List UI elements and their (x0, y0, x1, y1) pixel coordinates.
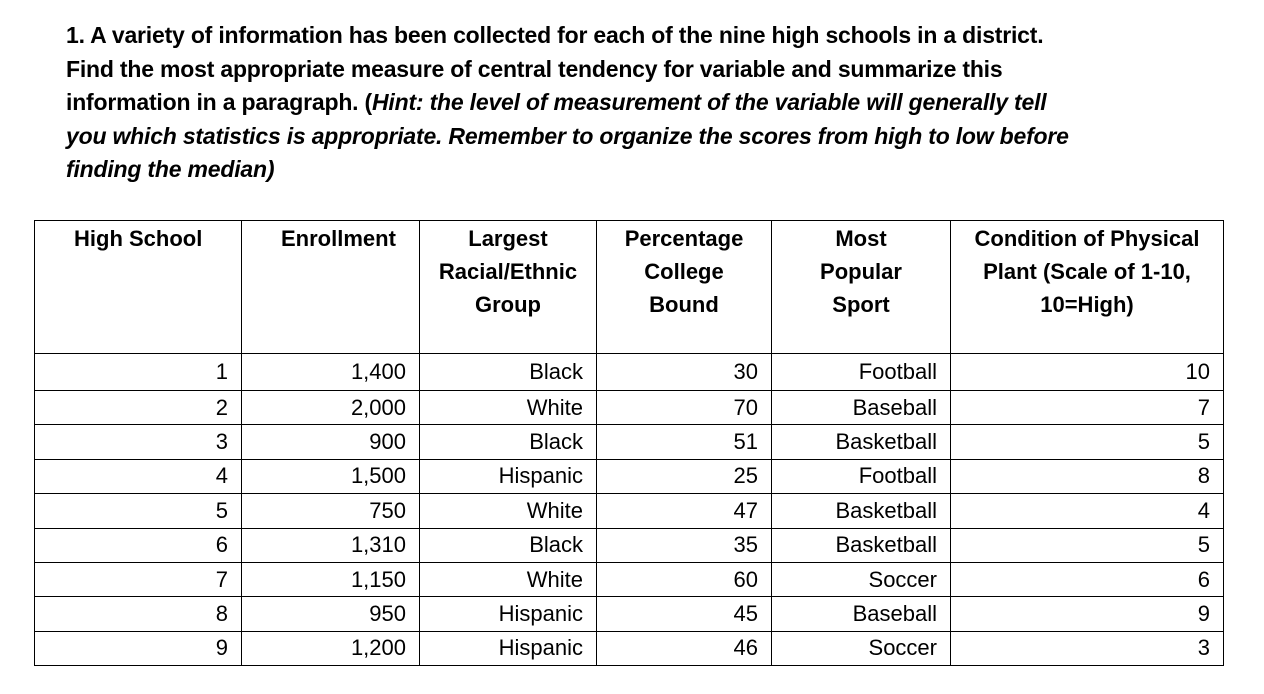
table-cell-most-popular-sport: Baseball (772, 391, 951, 425)
table-cell-high-school: 7 (35, 562, 242, 596)
question-line-1: 1. A variety of information has been collected for each of the nine high schools in a district. (66, 22, 1044, 48)
table-row (35, 597, 1224, 631)
column-header-line: Bound (649, 292, 719, 317)
column-header-line: Condition of Physical (974, 226, 1200, 251)
table-cell-high-school: 3 (35, 425, 242, 459)
table-cell-percentage-college-bound: 70 (597, 391, 772, 425)
table-row (35, 391, 1224, 425)
table-cell-high-school: 4 (35, 459, 242, 493)
table-cell-enrollment: 750 (242, 494, 420, 528)
table-cell-physical-plant-condition: 7 (951, 391, 1224, 425)
table-row (35, 459, 1224, 493)
column-header-line: 10=High) (1040, 292, 1134, 317)
table-cell-most-popular-sport: Basketball (772, 494, 951, 528)
table-cell-physical-plant-condition: 5 (951, 425, 1224, 459)
table-cell-most-popular-sport: Football (772, 459, 951, 493)
table-cell-physical-plant-condition: 6 (951, 562, 1224, 596)
table-cell-enrollment: 1,400 (242, 354, 420, 391)
table-cell-enrollment: 950 (242, 597, 420, 631)
column-header-line: Most (835, 226, 887, 251)
question-line-5 (66, 153, 1146, 187)
table-cell-physical-plant-condition: 5 (951, 528, 1224, 562)
table-cell-most-popular-sport: Basketball (772, 425, 951, 459)
column-header-enrollment (242, 221, 420, 354)
question-text (66, 19, 1146, 187)
table-row (35, 528, 1224, 562)
table-cell-racial-ethnic-group: Hispanic (420, 631, 597, 665)
table-cell-racial-ethnic-group: White (420, 494, 597, 528)
table-cell-enrollment: 1,150 (242, 562, 420, 596)
table-cell-percentage-college-bound: 60 (597, 562, 772, 596)
question-line-3 (66, 86, 1146, 120)
table-cell-most-popular-sport: Football (772, 354, 951, 391)
table-cell-racial-ethnic-group: Hispanic (420, 459, 597, 493)
table-cell-high-school: 1 (35, 354, 242, 391)
table-cell-percentage-college-bound: 45 (597, 597, 772, 631)
table-cell-physical-plant-condition: 4 (951, 494, 1224, 528)
table-cell-percentage-college-bound: 51 (597, 425, 772, 459)
hint-text-middle: you which statistics is appropriate. Remember to organize the scores from high to low before (66, 122, 1069, 149)
table-row (35, 425, 1224, 459)
table-body (35, 354, 1224, 666)
column-header-line: High School (74, 226, 203, 251)
table-cell-racial-ethnic-group: Black (420, 354, 597, 391)
table-row (35, 354, 1224, 391)
column-header-line: Largest (468, 226, 548, 251)
column-header-line: Racial/Ethnic (438, 259, 578, 284)
table-row (35, 562, 1224, 596)
table-cell-high-school: 6 (35, 528, 242, 562)
high-school-data-table (34, 220, 1224, 666)
table-cell-enrollment: 900 (242, 425, 420, 459)
table-cell-enrollment: 2,000 (242, 391, 420, 425)
table-cell-racial-ethnic-group: Black (420, 528, 597, 562)
column-header-racial-ethnic-group (420, 221, 597, 354)
table-cell-percentage-college-bound: 46 (597, 631, 772, 665)
column-header-line: Percentage (624, 226, 744, 251)
column-header-physical-plant-condition (951, 221, 1224, 354)
column-header-line: College (644, 259, 724, 284)
column-header-line: Popular (820, 259, 902, 284)
table-header-row (35, 221, 1224, 354)
table-cell-physical-plant-condition: 10 (951, 354, 1224, 391)
question-line-4 (66, 120, 1146, 154)
table-cell-percentage-college-bound: 30 (597, 354, 772, 391)
table-cell-enrollment: 1,200 (242, 631, 420, 665)
table-cell-physical-plant-condition: 3 (951, 631, 1224, 665)
table-row (35, 494, 1224, 528)
question-line-3-plain: information in a paragraph. ( (66, 89, 373, 115)
hint-text-end: finding the median) (66, 156, 275, 182)
table-cell-percentage-college-bound: 47 (597, 494, 772, 528)
table-cell-percentage-college-bound: 35 (597, 528, 772, 562)
table-cell-most-popular-sport: Basketball (772, 528, 951, 562)
column-header-line: Plant (Scale of 1-10, (983, 259, 1191, 284)
table-cell-high-school: 9 (35, 631, 242, 665)
column-header-line: Enrollment (281, 226, 396, 251)
table-cell-racial-ethnic-group: White (420, 391, 597, 425)
table-cell-racial-ethnic-group: White (420, 562, 597, 596)
hint-text-start: Hint: the level of measurement of the variable will generally tell (372, 89, 1047, 115)
table-cell-most-popular-sport: Soccer (772, 631, 951, 665)
table-cell-physical-plant-condition: 8 (951, 459, 1224, 493)
column-header-high-school (35, 221, 242, 354)
table-cell-high-school: 2 (35, 391, 242, 425)
table-cell-high-school: 8 (35, 597, 242, 631)
column-header-line: Group (475, 292, 541, 317)
column-header-line: Sport (832, 292, 890, 317)
table-cell-physical-plant-condition: 9 (951, 597, 1224, 631)
table-cell-enrollment: 1,310 (242, 528, 420, 562)
table-cell-most-popular-sport: Soccer (772, 562, 951, 596)
table-cell-high-school: 5 (35, 494, 242, 528)
table-cell-enrollment: 1,500 (242, 459, 420, 493)
table-cell-racial-ethnic-group: Hispanic (420, 597, 597, 631)
question-line-2: Find the most appropriate measure of central tendency for variable and summarize this (66, 55, 1003, 82)
table-cell-racial-ethnic-group: Black (420, 425, 597, 459)
table-cell-percentage-college-bound: 25 (597, 459, 772, 493)
table-row (35, 631, 1224, 665)
column-header-percentage-college-bound (597, 221, 772, 354)
table-cell-most-popular-sport: Baseball (772, 597, 951, 631)
column-header-most-popular-sport (772, 221, 951, 354)
